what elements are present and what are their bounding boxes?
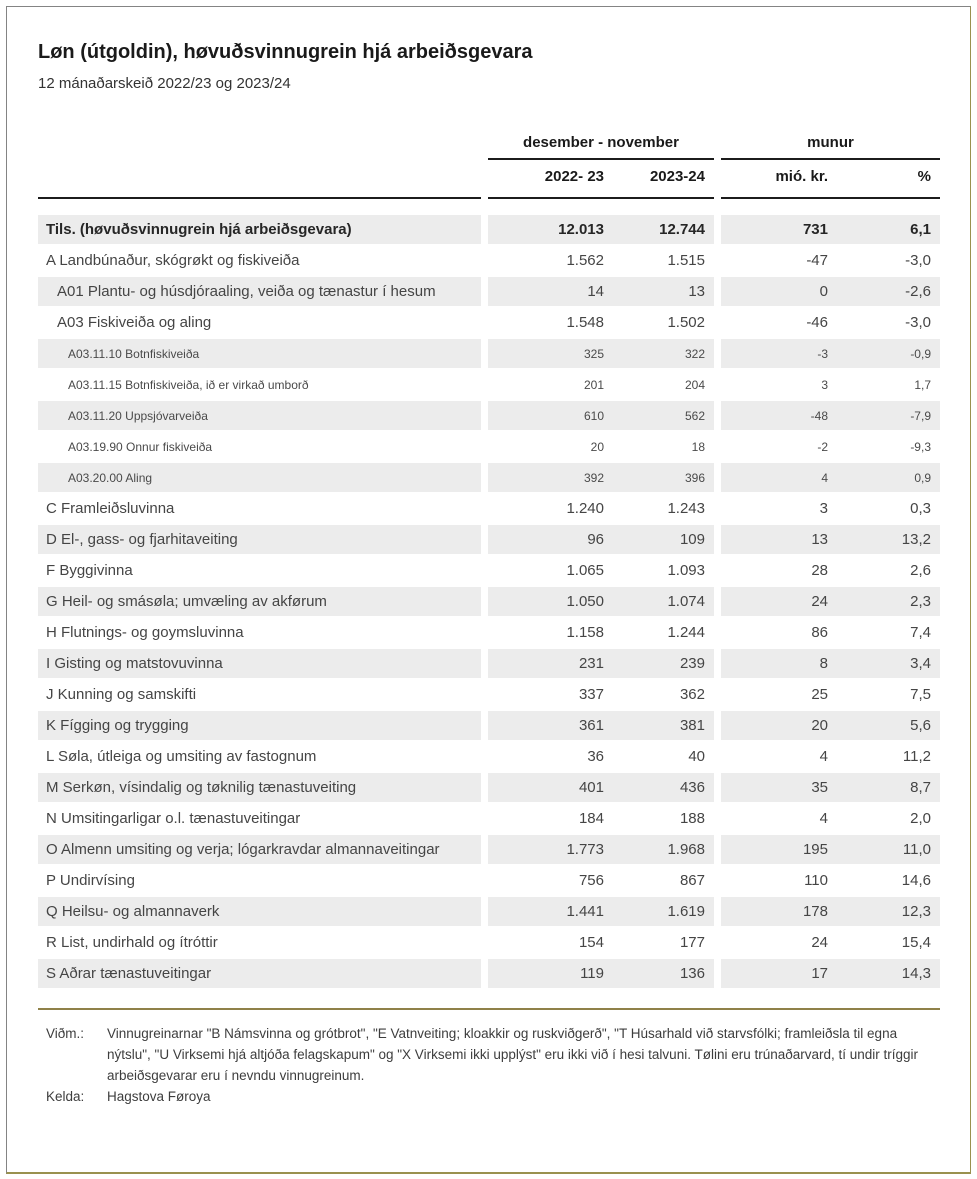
table-row [38, 742, 940, 771]
value-diff-mio-kr: -47 [806, 252, 828, 269]
value-2023-24: 204 [684, 377, 705, 392]
value-diff-mio-kr: 86 [811, 624, 828, 641]
value-2022-23: 392 [583, 470, 604, 485]
row-label: P Undirvísing [46, 872, 135, 889]
value-2022-23: 325 [583, 346, 604, 361]
table-row [38, 587, 940, 616]
value-diff-mio-kr: 110 [804, 872, 828, 889]
table-row [38, 339, 940, 368]
value-2022-23: 231 [578, 655, 604, 672]
value-diff-mio-kr: 35 [811, 779, 828, 796]
row-label: M Serkøn, vísindalig og tøknilig tænastuveiting [46, 779, 357, 796]
value-2022-23: 14 [587, 283, 604, 300]
table-row [38, 649, 940, 678]
value-2023-24: 396 [684, 470, 705, 485]
value-2023-24: 381 [679, 717, 705, 734]
value-2022-23: 20 [590, 439, 604, 454]
value-2022-23: 610 [583, 408, 604, 423]
value-diff-percent: 11,2 [902, 748, 931, 765]
wage-table [38, 128, 940, 988]
value-2023-24: 1.515 [667, 252, 705, 269]
value-2022-23: 12.013 [558, 221, 604, 238]
value-diff-percent: -7,9 [910, 408, 931, 423]
value-diff-percent: 13,2 [901, 531, 931, 548]
table-row [38, 215, 940, 244]
value-diff-percent: 14,3 [901, 965, 931, 982]
value-diff-percent: -3,0 [905, 252, 931, 269]
table-body [38, 215, 940, 988]
value-diff-mio-kr: -3 [817, 346, 828, 361]
value-diff-percent: -0,9 [910, 346, 931, 361]
table-header [38, 128, 940, 199]
value-diff-mio-kr: 20 [811, 717, 828, 734]
table-row [38, 680, 940, 709]
value-diff-percent: -9,3 [910, 439, 931, 454]
row-label: D El-, gass- og fjarhitaveiting [46, 531, 238, 548]
value-diff-mio-kr: -46 [806, 314, 828, 331]
note-label: Viðm.: [46, 1026, 85, 1041]
value-diff-percent: 11,0 [902, 841, 931, 858]
note-text: Vinnugreinarnar "B Námsvinna og grótbrot", "E Vatnveiting; kloakkir og ruskviðgerð", "T Húsarhald við starvsfólki; framleiðsla til egna nýtslu", "U Virksemi hjá altjóða felagskapum" og "X Virksemi ikki upplýst" eru ikki við í hesi talvuni. Tølini eru trúnaðarvard, tí undir tríggir arbeiðsgevarar eru í nevndu vinnugreinum. [107, 1026, 919, 1083]
value-2023-24: 1.244 [667, 624, 705, 641]
value-diff-mio-kr: 24 [811, 934, 828, 951]
value-2023-24: 867 [679, 872, 705, 889]
column-header-2022-23: 2022- 23 [544, 168, 604, 185]
row-label: G Heil- og smásøla; umvæling av akførum [46, 593, 327, 610]
table-row [38, 556, 940, 585]
value-2022-23: 1.065 [566, 562, 604, 579]
value-2022-23: 96 [587, 531, 604, 548]
value-2023-24: 239 [679, 655, 705, 672]
source-label: Kelda: [46, 1089, 85, 1104]
value-diff-percent: 6,1 [910, 221, 931, 238]
value-diff-percent: 7,5 [910, 686, 931, 703]
value-2023-24: 1.243 [667, 500, 705, 517]
row-label: A03 Fiskiveiða og aling [57, 314, 212, 331]
label-column-header [38, 160, 481, 199]
table-row [38, 618, 940, 647]
value-2022-23: 337 [578, 686, 604, 703]
row-label: S Aðrar tænastuveitingar [46, 965, 212, 982]
page-title: Løn (útgoldin), høvuðsvinnugrein hjá arbeiðsgevara [38, 41, 533, 63]
row-label: N Umsitingarligar o.l. tænastuveitingar [46, 810, 301, 827]
value-diff-mio-kr: 28 [811, 562, 828, 579]
value-2022-23: 1.158 [566, 624, 604, 641]
table-row [38, 773, 940, 802]
column-group-difference: munur [721, 128, 940, 160]
value-2023-24: 1.074 [667, 593, 705, 610]
value-diff-percent: 8,7 [910, 779, 931, 796]
value-2023-24: 562 [684, 408, 705, 423]
table-row [38, 246, 940, 275]
row-label: L Søla, útleiga og umsiting av fastognum [46, 748, 317, 765]
value-diff-mio-kr: 0 [819, 283, 828, 300]
value-2022-23: 1.240 [566, 500, 604, 517]
table-row [38, 370, 940, 399]
value-2023-24: 136 [679, 965, 705, 982]
value-2022-23: 1.773 [566, 841, 604, 858]
page-content [7, 7, 970, 1107]
value-diff-mio-kr: -48 [810, 408, 828, 423]
value-2023-24: 322 [684, 346, 705, 361]
value-2022-23: 119 [580, 965, 604, 982]
row-label: A03.11.15 Botnfiskiveiða, ið er virkað umborð [68, 377, 309, 392]
page-frame [6, 6, 971, 1174]
value-2022-23: 401 [578, 779, 604, 796]
row-label: J Kunning og samskifti [46, 686, 197, 703]
table-row [38, 835, 940, 864]
table-row [38, 494, 940, 523]
page-subtitle: 12 mánaðarskeið 2022/23 og 2023/24 [38, 75, 291, 92]
table-row [38, 308, 940, 337]
value-diff-mio-kr: 24 [811, 593, 828, 610]
value-diff-mio-kr: 178 [802, 903, 828, 920]
footer-separator [38, 1008, 940, 1010]
table-row [38, 866, 940, 895]
value-2023-24: 1.968 [667, 841, 705, 858]
row-label: K Fígging og trygging [46, 717, 189, 734]
table-row [38, 277, 940, 306]
value-2023-24: 1.619 [667, 903, 705, 920]
value-diff-mio-kr: 3 [819, 500, 828, 517]
row-label: A03.20.00 Aling [68, 470, 153, 485]
value-diff-percent: -3,0 [905, 314, 931, 331]
value-diff-mio-kr: 3 [821, 377, 828, 392]
value-diff-mio-kr: 195 [802, 841, 828, 858]
value-diff-mio-kr: -2 [817, 439, 828, 454]
column-group-period: desember - november [488, 128, 714, 160]
value-diff-percent: 0,9 [914, 470, 931, 485]
table-row [38, 525, 940, 554]
value-diff-percent: 14,6 [901, 872, 931, 889]
note-row [38, 1023, 939, 1086]
table-row [38, 804, 940, 833]
row-label: F Byggivinna [46, 562, 133, 579]
source-row [38, 1086, 939, 1107]
value-2022-23: 184 [578, 810, 604, 827]
value-2022-23: 1.441 [566, 903, 604, 920]
row-label: A Landbúnaður, skógrøkt og fiskiveiða [46, 252, 300, 269]
table-row [38, 432, 940, 461]
table-row [38, 897, 940, 926]
value-2023-24: 177 [679, 934, 705, 951]
value-diff-percent: -2,6 [905, 283, 931, 300]
value-diff-mio-kr: 731 [802, 221, 828, 238]
row-label: Q Heilsu- og almannaverk [46, 903, 220, 920]
table-row [38, 959, 940, 988]
row-label: H Flutnings- og goymsluvinna [46, 624, 244, 641]
value-diff-mio-kr: 13 [811, 531, 828, 548]
value-2023-24: 13 [688, 283, 705, 300]
value-diff-mio-kr: 17 [811, 965, 828, 982]
value-diff-mio-kr: 4 [819, 748, 828, 765]
row-label: A03.11.10 Botnfiskiveiða [68, 346, 200, 361]
value-diff-percent: 2,3 [910, 593, 931, 610]
row-label: O Almenn umsiting og verja; lógarkravdar almannaveitingar [46, 841, 440, 858]
value-diff-mio-kr: 4 [821, 470, 828, 485]
table-row [38, 711, 940, 740]
row-label: A01 Plantu- og húsdjóraaling, veiða og tænastur í hesum [57, 283, 436, 300]
column-header-row [38, 160, 940, 199]
value-2023-24: 109 [679, 531, 705, 548]
row-label: A03.19.90 Onnur fiskiveiða [68, 439, 213, 454]
column-header-2023-24: 2023-24 [649, 168, 705, 185]
value-diff-percent: 5,6 [910, 717, 931, 734]
column-header-percent: % [917, 168, 931, 185]
value-2022-23: 1.050 [566, 593, 604, 610]
value-2022-23: 361 [578, 717, 604, 734]
source-text: Hagstova Føroya [107, 1089, 211, 1104]
value-diff-percent: 7,4 [910, 624, 931, 641]
footnotes [38, 1023, 939, 1107]
value-2023-24: 40 [688, 748, 705, 765]
row-label: I Gisting og matstovuvinna [46, 655, 223, 672]
value-2023-24: 12.744 [659, 221, 705, 238]
value-diff-mio-kr: 4 [819, 810, 828, 827]
value-diff-percent: 1,7 [914, 377, 931, 392]
value-diff-percent: 3,4 [910, 655, 931, 672]
value-diff-percent: 0,3 [910, 500, 931, 517]
table-row [38, 463, 940, 492]
value-2022-23: 36 [587, 748, 604, 765]
value-2022-23: 756 [578, 872, 604, 889]
value-2023-24: 436 [679, 779, 705, 796]
table-row [38, 928, 940, 957]
value-2022-23: 1.562 [566, 252, 604, 269]
value-diff-percent: 2,6 [910, 562, 931, 579]
value-2022-23: 1.548 [566, 314, 604, 331]
column-header-mio-kr: mió. kr. [775, 168, 828, 185]
group-header-row [38, 128, 940, 160]
value-diff-mio-kr: 8 [819, 655, 828, 672]
value-diff-percent: 15,4 [901, 934, 931, 951]
value-2023-24: 188 [679, 810, 705, 827]
empty-header-cell [38, 128, 481, 160]
row-label: C Framleiðsluvinna [46, 500, 175, 517]
row-label: Tils. (høvuðsvinnugrein hjá arbeiðsgevara) [46, 221, 352, 238]
value-2023-24: 362 [679, 686, 705, 703]
value-2023-24: 1.093 [667, 562, 705, 579]
table-row [38, 401, 940, 430]
value-2023-24: 1.502 [667, 314, 705, 331]
value-diff-mio-kr: 25 [811, 686, 828, 703]
value-diff-percent: 12,3 [901, 903, 931, 920]
row-label: A03.11.20 Uppsjóvarveiða [68, 408, 208, 423]
value-2022-23: 154 [578, 934, 604, 951]
value-2023-24: 18 [691, 439, 705, 454]
row-label: R List, undirhald og ítróttir [46, 934, 218, 951]
value-diff-percent: 2,0 [910, 810, 931, 827]
value-2022-23: 201 [583, 377, 604, 392]
